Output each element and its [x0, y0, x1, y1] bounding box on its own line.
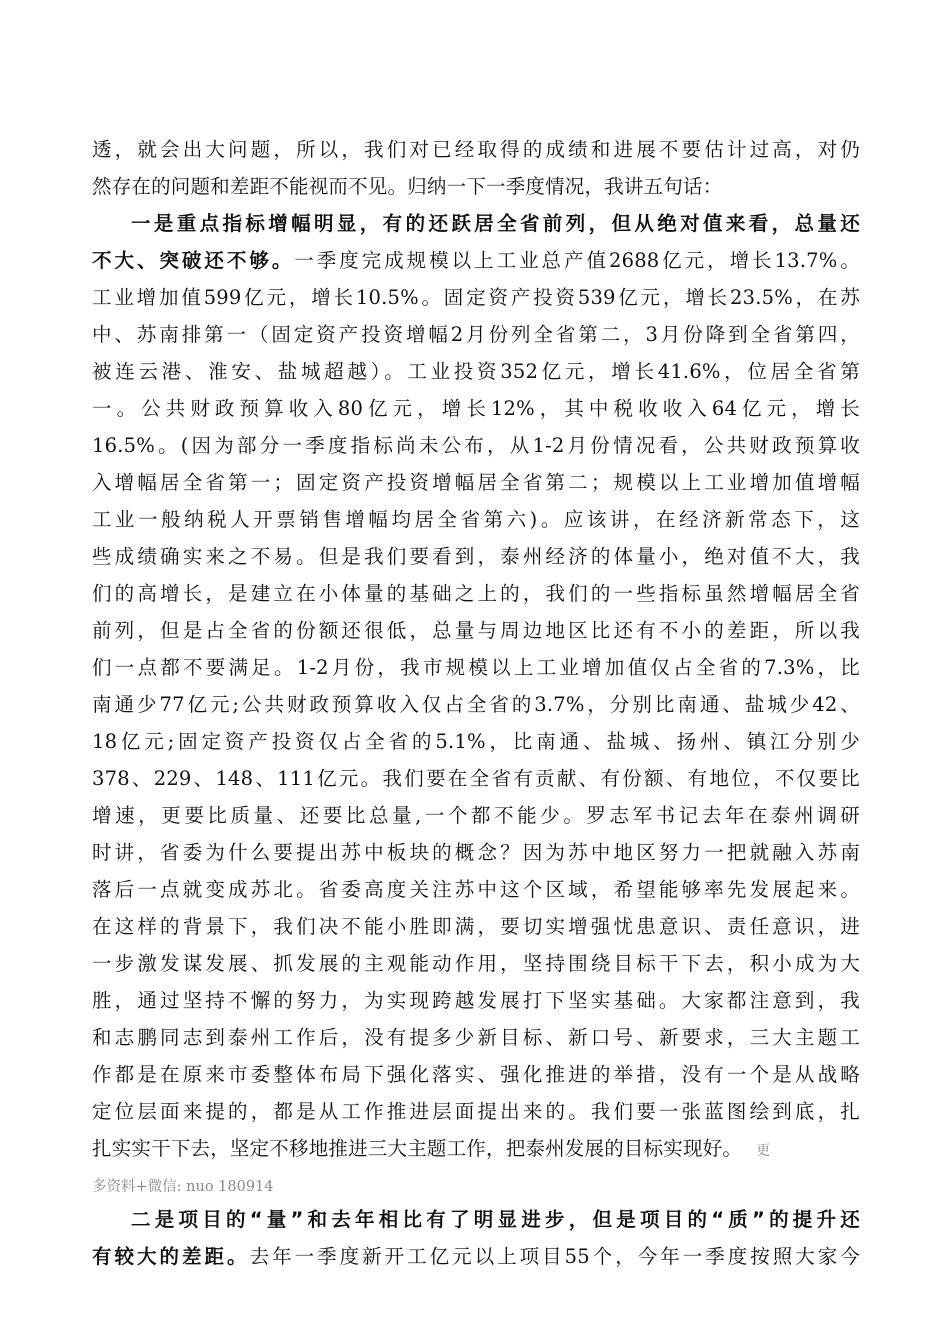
text-line: 些成绩确实来之不易。但是我们要看到，泰州经济的体量小，绝对值不大，我	[92, 545, 860, 568]
text-line: 作都是在原来市委整体布局下强化落实、强化推进的举措，没有一个是从战略	[92, 1063, 860, 1086]
text-line	[92, 1242, 860, 1272]
text-line: 工业增加值599亿元，增长10.5%。固定资产投资539亿元，增长23.5%，在苏	[92, 286, 860, 309]
text-line: 一。公共财政预算收入80亿元，增长12%，其中税收收入64亿元，增长	[92, 397, 860, 420]
text-line: 中、苏南排第一（固定资产投资增幅2月份列全省第二，3月份降到全省第四，	[92, 323, 860, 346]
text-span: 扎实实干下去，坚定不移地推进三大主题工作，把泰州发展的目标实现好。	[92, 1137, 743, 1160]
text-line: 们一点都不要满足。1-2月份，我市规模以上工业增加值仅占全省的7.3%，比	[92, 656, 860, 679]
text-line: 透，就会出大问题，所以，我们对已经取得的成绩和进展不要估计过高，对仍	[92, 138, 860, 161]
watermark-note: 多资料+微信: nuo 180914	[92, 1179, 274, 1195]
text-line: 们的高增长，是建立在小体量的基础之上的，我们的一些指标虽然增幅居全省	[92, 582, 860, 605]
text-line: 378、229、148、111亿元。我们要在全省有贡献、有份额、有地位，不仅要比	[92, 767, 860, 790]
text-line: 增速，更要比质量、还要比总量,一个都不能少。罗志军书记去年在泰州调研	[92, 804, 860, 827]
section-heading-1-cont: 不大、突破还不够。	[92, 249, 295, 272]
text-line: 前列，但是占全省的份额还很低，总量与周边地区比还有不小的差距，所以我	[92, 619, 860, 642]
text-line: 胜，通过坚持不懈的努力，为实现跨越发展打下坚实基础。大家都注意到，我	[92, 989, 860, 1012]
watermark-note: 更	[756, 1143, 771, 1159]
text-line: 一步激发谋发展、抓发展的主观能动作用，坚持围绕目标干下去，积小成为大	[92, 952, 860, 975]
section-heading-2-cont: 有较大的差距。	[92, 1245, 250, 1268]
text-line: 工业一般纳税人开票销售增幅均居全省第六)。应该讲，在经济新常态下，这	[92, 508, 860, 531]
text-span: 去年一季度新开工亿元以上项目55个，今年一季度按照大家今	[249, 1245, 860, 1268]
text-line: 和志鹏同志到泰州工作后，没有提多少新目标、新口号、新要求，三大主题工	[92, 1026, 860, 1049]
text-line: 被连云港、淮安、盐城超越）。工业投资352亿元，增长41.6%，位居全省第	[92, 360, 860, 383]
text-line: 入增幅居全省第一；固定资产投资增幅居全省第二；规模以上工业增加值增幅	[92, 471, 860, 494]
text-line: 落后一点就变成苏北。省委高度关注苏中这个区域，希望能够率先发展起来。	[92, 878, 860, 901]
text-line: 定位层面来提的，都是从工作推进层面提出来的。我们要一张蓝图绘到底，扎	[92, 1100, 860, 1123]
text-line: 16.5%。(因为部分一季度指标尚未公布，从1-2月份情况看，公共财政预算收	[92, 434, 860, 457]
text-line: 然存在的问题和差距不能视而不见。归纳一下一季度情况，我讲五句话：	[92, 175, 723, 198]
text-line	[92, 1134, 860, 1164]
text-line: 时讲，省委为什么要提出苏中板块的概念？因为苏中地区努力一把就融入苏南	[92, 841, 860, 864]
text-line: 南通少77亿元;公共财政预算收入仅占全省的3.7%，分别比南通、盐城少42、	[92, 693, 860, 716]
text-line: 18亿元;固定资产投资仅占全省的5.1%，比南通、盐城、扬州、镇江分别少	[92, 730, 860, 753]
text-line: 在这样的背景下，我们决不能小胜即满，要切实增强忧患意识、责任意识，进	[92, 915, 860, 938]
section-heading-2: 二是项目的“量”和去年相比有了明显进步，但是项目的“质”的提升还	[131, 1208, 860, 1231]
text-span: 一季度完成规模以上工业总产值2688亿元，增长13.7%。	[294, 249, 860, 272]
section-heading-1: 一是重点指标增幅明显，有的还跃居全省前列，但从绝对值来看，总量还	[131, 212, 860, 235]
text-line	[92, 246, 860, 276]
